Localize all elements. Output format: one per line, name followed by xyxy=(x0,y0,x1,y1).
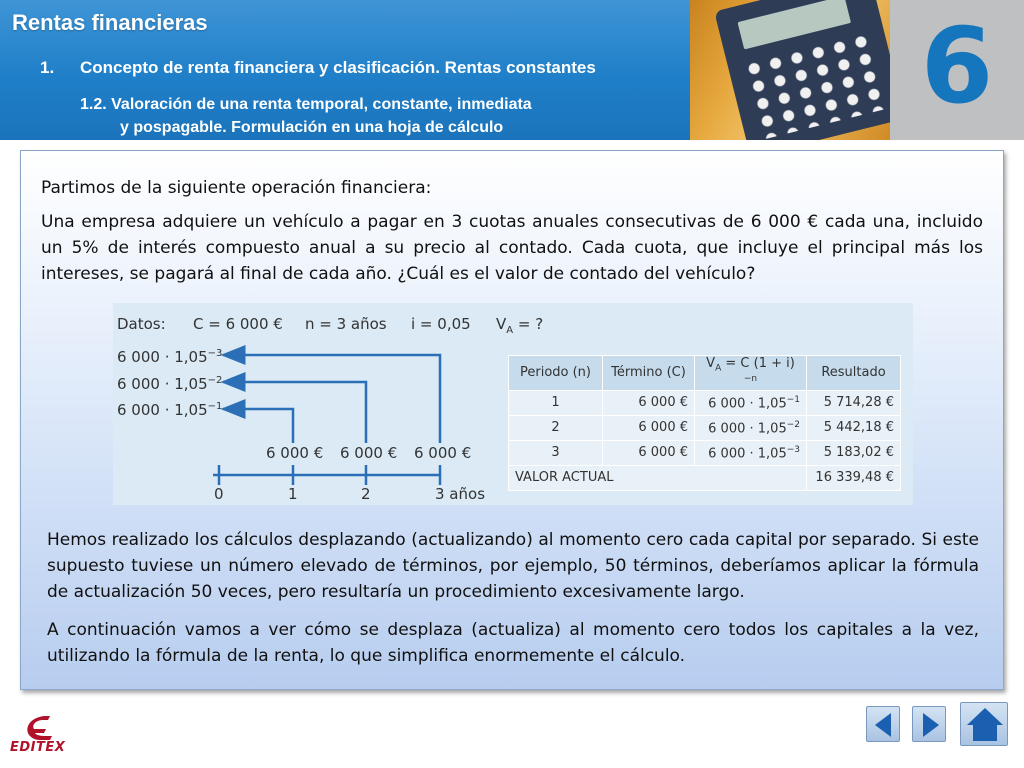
table-row xyxy=(509,440,901,465)
timeline-diagram xyxy=(113,303,508,505)
datos-present-value: $V_A$ = ? xyxy=(496,315,544,336)
editex-logo-icon xyxy=(20,712,90,742)
next-step-paragraph: A continuación vamos a ver cómo se desplaza (actualiza) al momento cero todos los capitales a la vez, utilizando la fórmula de la renta, lo que simplifica enormemente el cálculo. xyxy=(47,620,979,666)
table-row xyxy=(509,390,901,415)
calculation-table xyxy=(508,355,901,491)
triangle-left-icon xyxy=(867,707,901,743)
table-header: Periodo (n) xyxy=(509,356,603,391)
discount-arrow-3 xyxy=(223,355,440,443)
table-cell: 2 xyxy=(509,415,603,440)
table-cell: 6 000 € xyxy=(603,440,695,465)
problem-paragraph: Una empresa adquiere un vehículo a pagar en 3 cuotas anuales consecutivas de 6 000 € cada una, incluido un 5% de interés compuesto anual a su precio al contado. Cada cuota, que incluye el principal más los intereses, se pagará al final de cada año. ¿Cuál es el valor de contado del vehículo? xyxy=(41,212,983,284)
chapter-number: 6 xyxy=(920,5,994,127)
next-button[interactable] xyxy=(912,706,946,742)
page-title: Rentas financieras xyxy=(12,10,208,35)
payment-1: 6 000 € xyxy=(266,444,324,462)
header-banner xyxy=(0,0,1024,140)
calculator-body xyxy=(714,0,890,140)
discount-figure xyxy=(113,303,913,505)
table-cell: 1 xyxy=(509,390,603,415)
table-header: Término (C) xyxy=(603,356,695,391)
table-row xyxy=(509,415,901,440)
table-total-row xyxy=(509,465,901,490)
section-number: 1. xyxy=(40,58,55,77)
previous-button[interactable] xyxy=(866,706,900,742)
subsection-line-1: 1.2. Valoración de una renta temporal, constante, inmediata xyxy=(80,96,532,113)
total-label: VALOR ACTUAL xyxy=(509,465,807,490)
total-value: 16 339,48 € xyxy=(807,465,901,490)
table-cell: 5 183,02 € xyxy=(807,440,901,465)
section-title: Concepto de renta financiera y clasificación. Rentas constantes xyxy=(80,58,596,77)
table-cell: 6 $000 \cdot 1,05^{-3}$ xyxy=(695,440,807,465)
datos-rate: i = 0,05 xyxy=(411,315,471,333)
table-header: Resultado xyxy=(807,356,901,391)
tick-label-0: 0 xyxy=(214,485,224,503)
table-header: $V_A = C$ $(1 + i)^{-n}$ xyxy=(695,356,807,391)
subsection-line-2: y pospagable. Formulación en una hoja de cálculo xyxy=(120,119,504,136)
datos-periods: n = 3 años xyxy=(305,315,387,333)
table-cell: 3 xyxy=(509,440,603,465)
editex-logo-text: EDITEX xyxy=(10,740,66,755)
table-cell: 6 $000 \cdot 1,05^{-2}$ xyxy=(695,415,807,440)
tick-label-2: 2 xyxy=(361,485,371,503)
table-cell: 6 $000 \cdot 1,05^{-1}$ xyxy=(695,390,807,415)
datos-capital: C = 6 000 € xyxy=(193,315,283,333)
table-cell: 6 000 € xyxy=(603,390,695,415)
table-cell: 6 000 € xyxy=(603,415,695,440)
discount-arrow-2 xyxy=(223,382,366,443)
content-box xyxy=(20,150,1004,690)
discount-label-3: 6 $000 \cdot 1,05^{-1}$ xyxy=(117,401,223,419)
explanation-paragraph: Hemos realizado los cálculos desplazando (actualizando) al momento cero cada capital por separado. Si este supuesto tuviese un número elevado de términos, por ejemplo, 50 términos, deberíamos aplicar la fórmula de actualización 50 veces, pero resultaría un procedimiento excesivamente largo. xyxy=(47,530,979,602)
tick-label-1: 1 xyxy=(288,485,298,503)
intro-paragraph: Partimos de la siguiente operación financiera: xyxy=(41,178,432,198)
table-header-row xyxy=(509,356,901,391)
discount-arrow-1 xyxy=(223,409,293,443)
tick-label-3: 3 años xyxy=(435,485,486,503)
chapter-panel xyxy=(890,0,1024,140)
table-cell: 5 714,28 € xyxy=(807,390,901,415)
calculator-image xyxy=(690,0,890,140)
home-button[interactable] xyxy=(960,702,1008,746)
payment-2: 6 000 € xyxy=(340,444,398,462)
editex-logo xyxy=(10,712,80,762)
table-cell: 5 442,18 € xyxy=(807,415,901,440)
triangle-right-icon xyxy=(913,707,947,743)
home-icon xyxy=(961,703,1009,747)
calculator-keys xyxy=(741,31,886,140)
payment-3: 6 000 € xyxy=(414,444,472,462)
datos-label: Datos: xyxy=(117,315,166,333)
section-heading xyxy=(40,58,596,78)
discount-label-1: 6 $000 \cdot 1,05^{-3}$ xyxy=(117,348,223,366)
discount-label-2: 6 $000 \cdot 1,05^{-2}$ xyxy=(117,375,223,393)
subsection-heading xyxy=(80,93,532,139)
